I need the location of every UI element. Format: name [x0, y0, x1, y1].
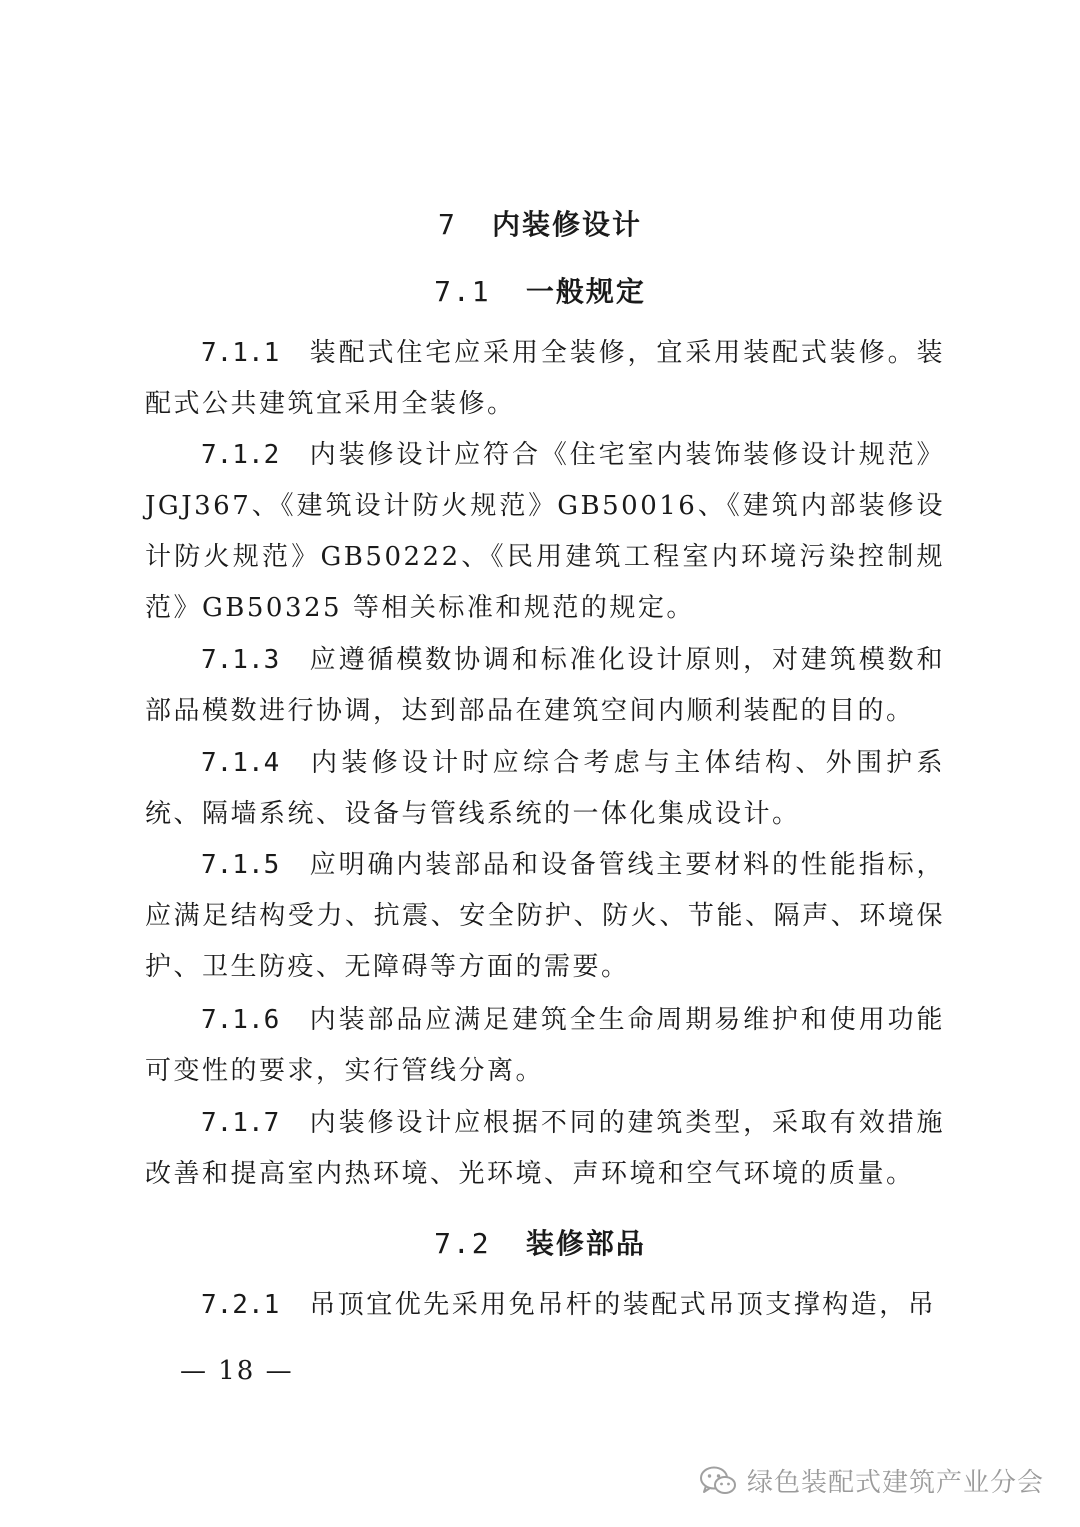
- clause-number: 7.1.3: [201, 645, 280, 675]
- clause-paragraph: [145, 635, 945, 737]
- clause-text: 应明确内装部品和设备管线主要材料的性能指标，应满足结构受力、抗震、安全防护、防火、节能、隔声、环境保护、卫生防疫、无障碍等方面的需要。: [145, 850, 945, 982]
- clause-number: 7.1.7: [201, 1108, 280, 1138]
- clause-paragraph: [145, 328, 945, 430]
- section-title: 一般规定: [525, 275, 646, 308]
- footer-brand: [699, 1462, 1044, 1499]
- clause-paragraph: [145, 1280, 945, 1331]
- footer-brand-text: 绿色装配式建筑产业分会: [746, 1468, 1044, 1498]
- section-heading: [0, 1222, 1080, 1262]
- clause-paragraph: [145, 430, 945, 634]
- clause-number: 7.2.1: [201, 1290, 280, 1320]
- clause-number: 7.1.5: [201, 850, 280, 880]
- clause-text: 内装部品应满足建筑全生命周期易维护和使用功能可变性的要求，实行管线分离。: [145, 1005, 945, 1086]
- page-number: — 18 —: [180, 1356, 294, 1386]
- wechat-icon: [699, 1465, 737, 1497]
- clause-text: 内装修设计应符合《住宅室内装饰装修设计规范》JGJ367、《建筑设计防火规范》GB50016、《建筑内部装修设计防火规范》GB50222、《民用建筑工程室内环境污染控制规范》GB50325 等相关标准和规范的规定。: [145, 440, 945, 623]
- section-title: 装修部品: [525, 1227, 646, 1260]
- clause-text: 应遵循模数协调和标准化设计原则，对建筑模数和部品模数进行协调，达到部品在建筑空间内顺利装配的目的。: [145, 645, 945, 726]
- clause-paragraph: [145, 995, 945, 1097]
- clause-text: 吊顶宜优先采用免吊杆的装配式吊顶支撑构造，吊: [309, 1290, 937, 1320]
- clause-number: 7.1.4: [201, 748, 280, 778]
- chapter-title: 内装修设计: [492, 208, 643, 241]
- clause-paragraph: [145, 738, 945, 840]
- clause-number: 7.1.6: [201, 1005, 280, 1035]
- section-heading: [0, 270, 1080, 310]
- chapter-number: 7: [437, 208, 457, 241]
- clause-paragraph: [145, 1098, 945, 1200]
- section-number: 7.2: [434, 1227, 491, 1260]
- clause-text: 内装修设计时应综合考虑与主体结构、外围护系统、隔墙系统、设备与管线系统的一体化集成设计。: [145, 748, 945, 829]
- clause-number: 7.1.1: [201, 338, 280, 368]
- clause-text: 装配式住宅应采用全装修，宜采用装配式装修。装配式公共建筑宜采用全装修。: [145, 338, 945, 419]
- clause-paragraph: [145, 840, 945, 993]
- section-number: 7.1: [434, 275, 491, 308]
- clause-text: 内装修设计应根据不同的建筑类型，采取有效措施改善和提高室内热环境、光环境、声环境和空气环境的质量。: [145, 1108, 945, 1189]
- clause-number: 7.1.2: [201, 440, 280, 470]
- chapter-heading: [0, 203, 1080, 243]
